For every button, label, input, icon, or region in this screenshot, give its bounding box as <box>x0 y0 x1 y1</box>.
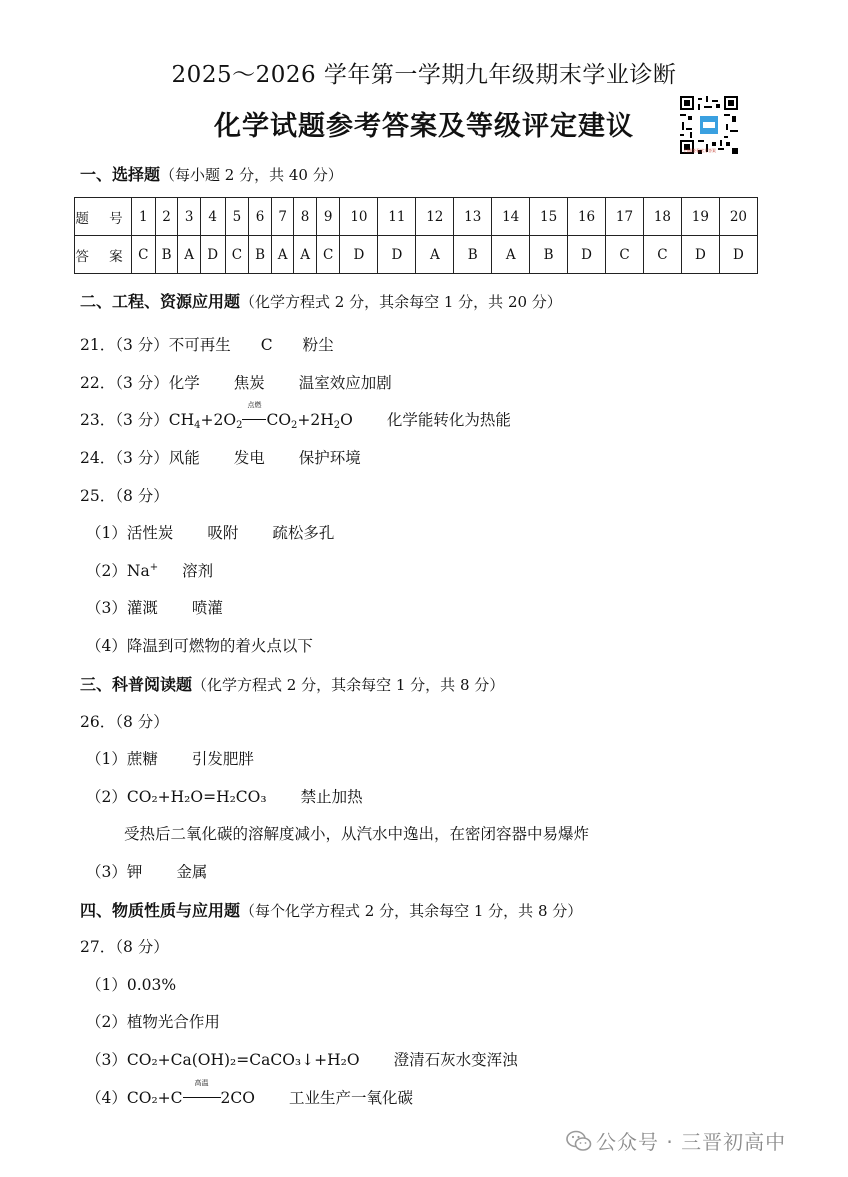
answer-cell: B <box>454 236 492 274</box>
question-cell: 11 <box>378 198 416 236</box>
answer-text: 钾 <box>126 863 143 881</box>
q25-part4 <box>86 634 313 656</box>
equation: CO₂+Ca(OH)₂=CaCO₃↓+H₂O <box>126 1051 360 1069</box>
page-title-line1: 2025～2026 学年第一学期九年级期末学业诊断 <box>171 62 677 88</box>
part-number: （4） <box>86 1089 127 1107</box>
part-number: （4） <box>86 637 127 655</box>
answer-text: 溶剂 <box>182 562 214 580</box>
answer-text: 发电 <box>233 449 265 467</box>
question-cell: 1 <box>132 198 156 236</box>
q24-line <box>80 446 361 468</box>
section-3-title: 三、科普阅读题 <box>80 675 193 694</box>
section-3-note: （化学方程式 2 分，其余每空 1 分，共 8 分） <box>192 676 505 694</box>
answer-text: 化学 <box>168 374 200 392</box>
q23-line <box>80 401 511 431</box>
page-title-line2: 化学试题参考答案及等级评定建议 <box>214 111 634 142</box>
answer-text: 植物光合作用 <box>126 1013 220 1031</box>
answer-cell: D <box>200 236 225 274</box>
watermark-text: 公众号 · 三晋初高中 <box>596 1130 787 1154</box>
section-1-title: 一、选择题 <box>80 165 161 184</box>
answer-text: 引发肥胖 <box>191 750 254 768</box>
question-cell: 14 <box>492 198 530 236</box>
answer-text: 焦炭 <box>233 374 265 392</box>
answer-cell: C <box>643 236 681 274</box>
table-row-questions <box>75 198 758 236</box>
question-number: 21．（3 分） <box>80 336 169 354</box>
answer-cell: D <box>681 236 719 274</box>
question-cell: 5 <box>225 198 249 236</box>
q27-part4 <box>86 1079 413 1108</box>
question-cell: 18 <box>643 198 681 236</box>
question-number: 23．（3 分） <box>80 411 169 429</box>
reaction-condition: 点燃 <box>242 411 266 429</box>
answer-cell: C <box>316 236 340 274</box>
part-number: （1） <box>86 976 127 994</box>
answer-cell: C <box>606 236 644 274</box>
answer-text: 金属 <box>176 863 208 881</box>
answer-cell: B <box>530 236 568 274</box>
answer-text: 不可再生 <box>168 336 231 354</box>
q26-part2 <box>86 785 363 807</box>
reaction-condition: 高温 <box>183 1089 221 1107</box>
question-cell: 3 <box>178 198 200 236</box>
answer-cell: A <box>178 236 200 274</box>
q25-line <box>80 484 169 506</box>
question-cell: 6 <box>249 198 272 236</box>
answer-text: 0.03% <box>126 976 177 994</box>
question-number: 27．（8 分） <box>80 938 169 956</box>
question-cell: 19 <box>681 198 719 236</box>
section-2-heading <box>80 289 562 312</box>
answer-text: 禁止加热 <box>300 788 363 806</box>
equation: $CH_4+2O_2$ 点燃 $CO_2+2H_2O$ <box>168 401 353 431</box>
row-label-questions: 题 号 <box>75 198 132 236</box>
answer-cell: A <box>416 236 454 274</box>
part-number: （3） <box>86 599 127 617</box>
answer-cell: B <box>249 236 272 274</box>
answer-cell: D <box>568 236 606 274</box>
answer-cell: C <box>132 236 156 274</box>
section-2-note: （化学方程式 2 分，其余每空 1 分，共 20 分） <box>240 293 562 311</box>
question-number: 25．（8 分） <box>80 487 169 505</box>
answer-text: 澄清石灰水变浑浊 <box>393 1051 518 1069</box>
answer-text: Na <box>126 562 150 580</box>
part-number: （1） <box>86 524 127 542</box>
answer-cell: C <box>225 236 249 274</box>
answer-text: 喷灌 <box>191 599 223 617</box>
equation: CO₂+H₂O=H₂CO₃ <box>126 788 267 806</box>
answer-text: C <box>260 336 273 354</box>
q25-part2: （2）Na+ 溶剂 <box>86 562 214 580</box>
answer-cell: A <box>492 236 530 274</box>
part-number: （2） <box>86 1013 127 1031</box>
section-1-note: （每小题 2 分，共 40 分） <box>160 166 343 184</box>
answer-text: 温室效应加剧 <box>298 374 392 392</box>
q27-line <box>80 935 169 957</box>
section-2-title: 二、工程、资源应用题 <box>80 292 241 311</box>
section-3-heading <box>80 672 504 695</box>
answer-text: 降温到可燃物的着火点以下 <box>126 637 313 655</box>
question-cell: 8 <box>294 198 316 236</box>
question-cell: 7 <box>271 198 293 236</box>
answer-cell: D <box>719 236 757 274</box>
answer-text: 活性炭 <box>126 524 174 542</box>
equation: CO₂+C 高温 2CO <box>126 1079 255 1107</box>
answer-text: 保护环境 <box>298 449 361 467</box>
q26-part1 <box>86 747 254 769</box>
q22-line <box>80 371 392 393</box>
question-cell: 15 <box>530 198 568 236</box>
table-row-answers <box>75 236 758 274</box>
answer-text: 粉尘 <box>302 336 334 354</box>
q25-part1 <box>86 521 334 543</box>
section-4-heading <box>80 898 582 921</box>
question-cell: 16 <box>568 198 606 236</box>
part-number: （3） <box>86 1051 127 1069</box>
q25-part3 <box>86 596 223 618</box>
answer-table <box>74 197 758 274</box>
answer-text: 吸附 <box>207 524 239 542</box>
q26-part3 <box>86 860 207 882</box>
question-number: 22．（3 分） <box>80 374 169 392</box>
question-cell: 12 <box>416 198 454 236</box>
q27-part2 <box>86 1010 220 1032</box>
q26-part2-explanation: 受热后二氧化碳的溶解度减小，从汽水中逸出，在密闭容器中易爆炸 <box>124 825 590 843</box>
section-4-note: （每个化学方程式 2 分，其余每空 1 分，共 8 分） <box>240 902 583 920</box>
answer-text: 蔗糖 <box>126 750 158 768</box>
answer-text: 工业生产一氧化碳 <box>288 1089 413 1107</box>
question-number: 26．（8 分） <box>80 713 169 731</box>
answer-text: 风能 <box>168 449 200 467</box>
qr-code-icon[interactable] <box>680 96 738 154</box>
part-number: （1） <box>86 750 127 768</box>
question-cell: 10 <box>340 198 378 236</box>
q27-part1 <box>86 973 176 995</box>
answer-cell: B <box>155 236 178 274</box>
question-cell: 2 <box>155 198 178 236</box>
qr-caption: 扫描查看官方答案 <box>684 148 716 153</box>
answer-cell: D <box>340 236 378 274</box>
q21-line <box>80 333 334 355</box>
question-cell: 9 <box>316 198 340 236</box>
part-number: （2） <box>86 788 127 806</box>
answer-text: 化学能转化为热能 <box>386 411 511 429</box>
part-number: （3） <box>86 863 127 881</box>
answer-cell: D <box>378 236 416 274</box>
q26-line <box>80 710 169 732</box>
row-label-answers: 答 案 <box>75 236 132 274</box>
question-cell: 4 <box>200 198 225 236</box>
q27-part3 <box>86 1048 518 1070</box>
section-1-heading <box>80 162 343 185</box>
answer-text: 灌溉 <box>126 599 158 617</box>
question-number: 24．（3 分） <box>80 449 169 467</box>
answer-text: 疏松多孔 <box>272 524 335 542</box>
answer-cell: A <box>271 236 293 274</box>
section-4-title: 四、物质性质与应用题 <box>80 901 241 920</box>
question-cell: 17 <box>606 198 644 236</box>
answer-cell: A <box>294 236 316 274</box>
part-number: （2） <box>86 562 127 580</box>
question-cell: 13 <box>454 198 492 236</box>
wechat-icon <box>566 1130 592 1152</box>
question-cell: 20 <box>719 198 757 236</box>
